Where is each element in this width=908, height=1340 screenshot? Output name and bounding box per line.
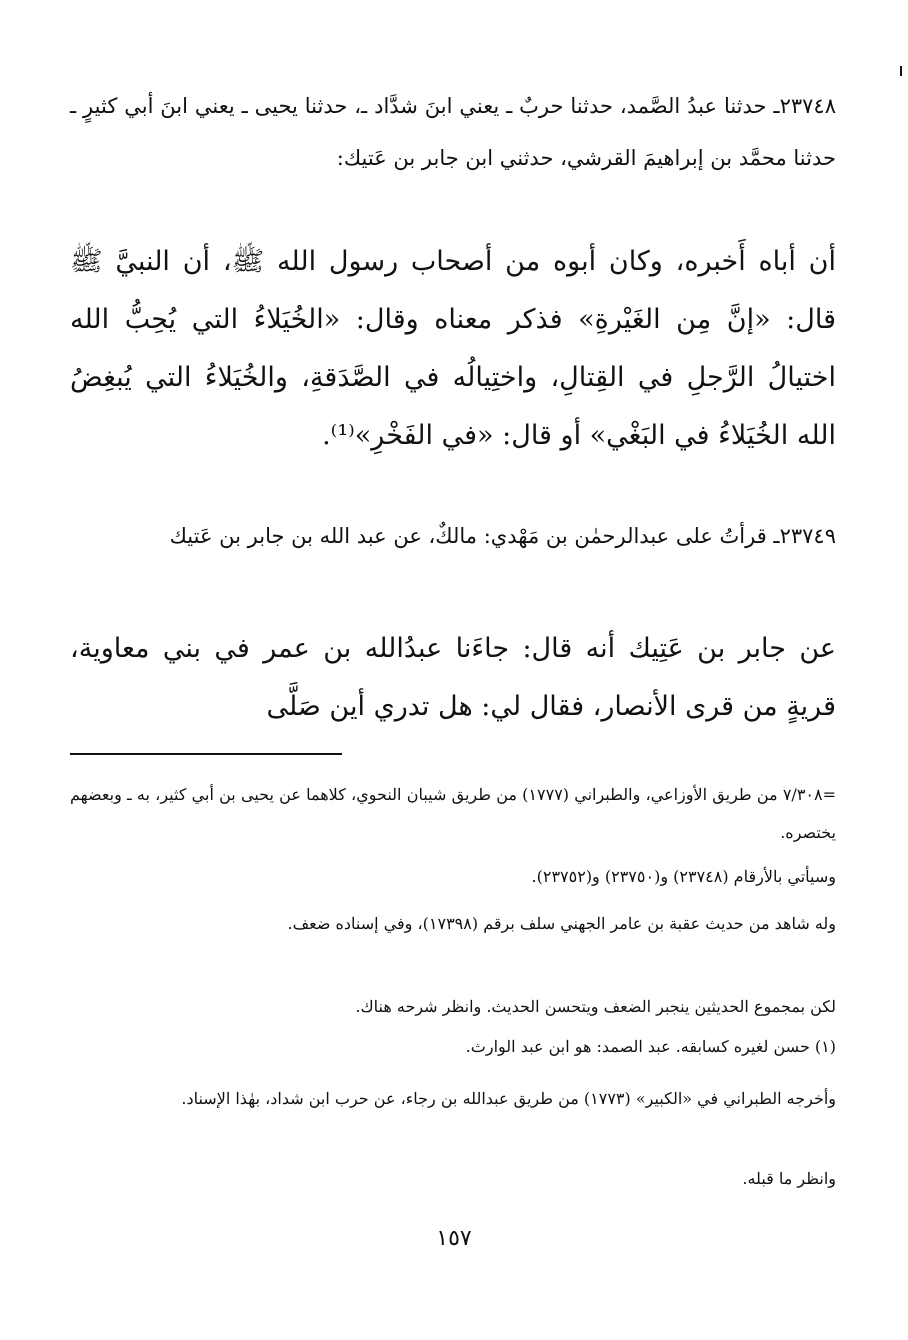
- footnote-1: (١) حسن لغيره كسابقه. عبد الصمد: هو ابن عبد الوارث.: [465, 1037, 836, 1056]
- footnote-separator: [70, 753, 342, 755]
- page-number: ١٥٧: [436, 1226, 472, 1251]
- footnote-1-source: وأخرجه الطبراني في «الكبير» (١٧٧٣) من طريق عبدالله بن رجاء، عن حرب ابن شداد، بهٰذا الإسناد.: [181, 1089, 836, 1108]
- hadith-23748-matn: أن أباه أَخبره، وكان أبوه من أصحاب رسول الله ﷺ، أن النبيَّ ﷺ قال: «إنَّ مِن الغَيْرةِ» فذكر معناه وقال: «الخُيَلاءُ التي يُحِبُّ الله اختيالُ الرَّجلِ في القِتالِ، واختِيالُه في الصَّدَقةِ، والخُيَلاءُ التي يُبغِضُ الله الخُيَلاءُ في البَغْي» أو قال: «في الفَخْرِ»⁽¹⁾.: [70, 246, 836, 451]
- hadith-23749-isnad: ٢٣٧٤٩ـ قرأتُ على عبدالرحمٰن بن مَهْدي: مالكٌ، عن عبد الله بن جابر بن عَتيك: [169, 524, 836, 548]
- footnote-1-see-previous: وانظر ما قبله.: [742, 1169, 836, 1188]
- footnote-continued: =٧/٣٠٨ من طريق الأوزاعي، والطبراني (١٧٧٧) من طريق شيبان النحوي، كلاهما عن يحيى بن أبي كثير، به ـ وبعضهم يختصره.: [70, 785, 836, 842]
- hadith-23748-isnad: ٢٣٧٤٨ـ حدثنا عبدُ الصَّمد، حدثنا حربٌ ـ يعني ابنَ شدَّاد ـ، حدثنا يحيى ـ يعني ابنَ أبي كثيرٍ ـ حدثنا محمَّد بن إبراهيمَ القرشي، حدثني ابن جابر بن عَتيك:: [70, 94, 836, 170]
- margin-mark: [900, 66, 902, 76]
- footnote-witness: وله شاهد من حديث عقبة بن عامر الجهني سلف برقم (١٧٣٩٨)، وفي إسناده ضعف.: [287, 914, 836, 933]
- footnote-see-also: وسيأتي بالأرقام (٢٣٧٤٨) و(٢٣٧٥٠) و(٢٣٧٥٢).: [531, 867, 836, 886]
- hadith-23749-matn: عن جابر بن عَتِيك أنه قال: جاءَنا عبدُالله بن عمر في بني معاوية، قريةٍ من قرى الأنصار، فقال لي: هل تدري أين صَلَّى: [70, 633, 836, 722]
- footnote-assessment: لكن بمجموع الحديثين ينجبر الضعف ويتحسن الحديث. وانظر شرحه هناك.: [355, 997, 836, 1016]
